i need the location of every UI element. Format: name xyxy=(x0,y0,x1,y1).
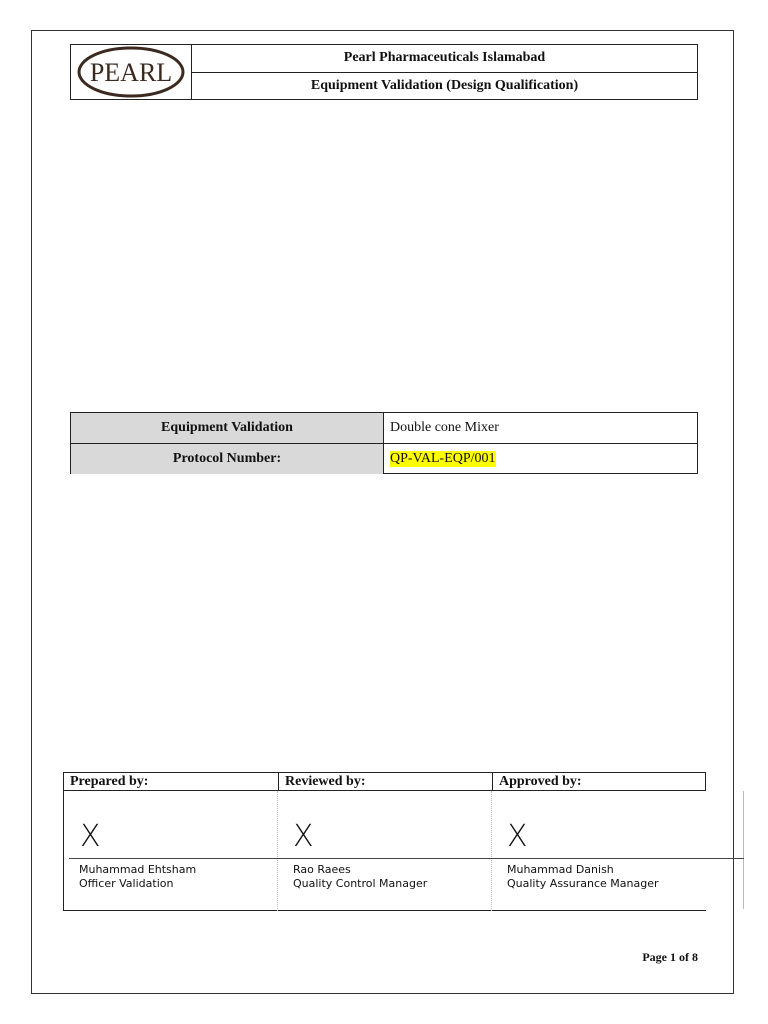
document-header xyxy=(70,44,698,100)
reviewer-name: Rao Raees xyxy=(293,863,351,876)
table-row xyxy=(71,443,697,474)
signature-mark-reviewed[interactable]: X xyxy=(293,819,314,854)
reviewer-role: Quality Control Manager xyxy=(293,877,428,890)
signature-body xyxy=(63,791,706,911)
signature-edge xyxy=(743,791,744,909)
signature-header-row xyxy=(63,772,706,791)
company-name: Pearl Pharmaceuticals Islamabad xyxy=(343,50,546,66)
pearl-logo xyxy=(76,46,186,98)
logo-text: PEARL xyxy=(89,58,173,87)
preparer-name: Muhammad Ehtsham xyxy=(79,863,197,876)
header-text-cell xyxy=(192,45,697,99)
protocol-number-label: Protocol Number: xyxy=(71,444,384,474)
protocol-number: QP-VAL-EQP/001 xyxy=(390,451,496,466)
signature-line xyxy=(69,858,744,859)
logo-cell xyxy=(71,45,192,99)
signature-mark-approved[interactable]: X xyxy=(507,819,528,854)
equipment-label: Equipment Validation xyxy=(71,413,384,443)
reviewed-by-header: Reviewed by: xyxy=(278,773,492,790)
equipment-name: Double cone Mixer xyxy=(390,420,499,435)
table-row xyxy=(71,413,697,443)
signature-divider xyxy=(491,791,492,911)
signature-mark-prepared[interactable]: X xyxy=(80,819,101,854)
signature-divider xyxy=(277,791,278,911)
approver-role: Quality Assurance Manager xyxy=(507,877,659,890)
protocol-table xyxy=(70,412,698,474)
document-title: Equipment Validation (Design Qualification) xyxy=(192,72,697,100)
approved-by-header: Approved by: xyxy=(492,773,705,790)
equipment-value xyxy=(384,413,697,443)
preparer-role: Officer Validation xyxy=(79,877,174,890)
page-number: Page 1 of 8 xyxy=(642,950,698,964)
prepared-by-header: Prepared by: xyxy=(70,773,149,789)
approver-name: Muhammad Danish xyxy=(507,863,614,876)
protocol-number-value xyxy=(384,444,697,474)
